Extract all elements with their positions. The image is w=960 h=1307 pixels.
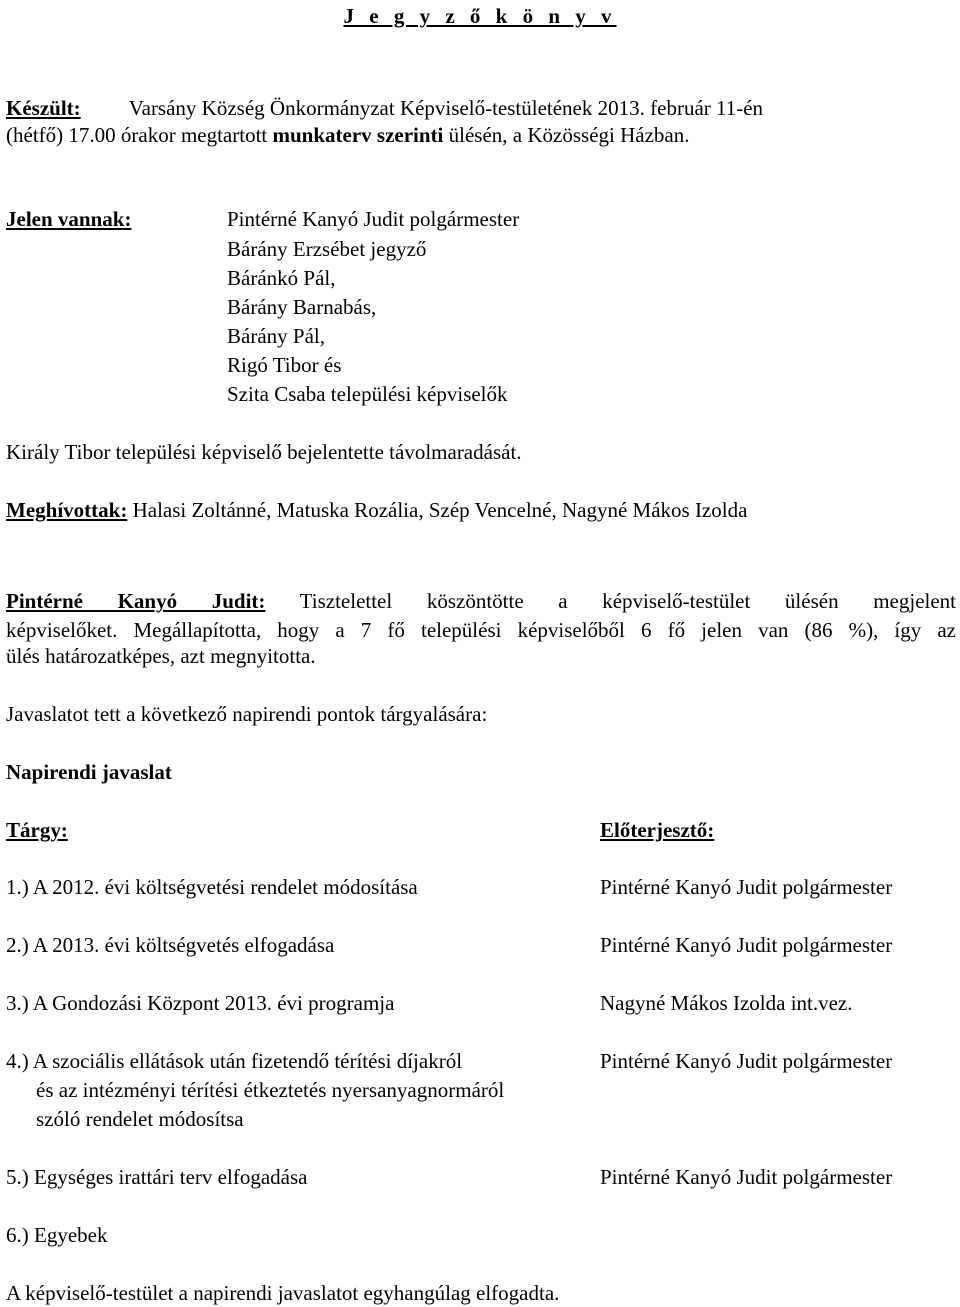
agenda-item-presenter: Pintérné Kanyó Judit polgármester (600, 933, 893, 957)
agenda-item-subject: 4.) A szociális ellátások után fizetendő térítési díjakról (6, 1049, 463, 1073)
attendees-label: Jelen vannak: (6, 207, 132, 231)
agenda-item-presenter: Pintérné Kanyó Judit polgármester (600, 1049, 893, 1073)
presenter-column-header: Előterjesztő: (600, 818, 715, 842)
intro-text-2-suffix: ülésén, a Közösségi Házban. (448, 123, 690, 147)
agenda-item-subject: 3.) A Gondozási Központ 2013. évi programja (6, 991, 395, 1015)
agenda-item-subject: 5.) Egységes irattári terv elfogadása (6, 1165, 308, 1189)
agenda-item-presenter: Pintérné Kanyó Judit polgármester (600, 1165, 893, 1189)
intro-line-1 (6, 94, 956, 123)
attendee-name: Bárány Erzsébet jegyző (227, 237, 427, 261)
invited-line (6, 500, 747, 521)
attendee-name: Szita Csaba települési képviselők (227, 382, 508, 406)
attendee-name: Rigó Tibor és (227, 353, 342, 377)
opening-speaker: Pintérné Kanyó Judit: (6, 589, 266, 613)
agenda-item-subject: 6.) Egyebek (6, 1223, 108, 1247)
opening-text-1: Tisztelettel köszöntötte a képviselő-testület ülésén megjelent (299, 589, 956, 613)
intro-line-2 (6, 125, 690, 146)
agenda-item-subject: 1.) A 2012. évi költségvetési rendelet módosítása (6, 875, 418, 899)
agenda-item-presenter: Nagyné Mákos Izolda int.vez. (600, 991, 853, 1015)
agenda-heading: Napirendi javaslat (6, 760, 172, 784)
agenda-item-subject-continuation: és az intézményi térítési étkeztetés nyersanyagnormáról (36, 1078, 505, 1102)
agenda-item-presenter: Pintérné Kanyó Judit polgármester (600, 875, 893, 899)
intro-label: Készült: (6, 96, 81, 120)
attendee-name: Bárány Barnabás, (227, 295, 377, 319)
intro-text-2-bold: munkaterv szerinti (272, 123, 444, 147)
opening-line-2: képviselőket. Megállapította, hogy a 7 fő települési képviselőből 6 fő jelen van (86 %), így az (6, 618, 956, 642)
absence-note: Király Tibor települési képviselő bejelentette távolmaradását. (6, 440, 522, 464)
invited-label: Meghívottak: (6, 498, 128, 522)
opening-line-3: ülés határozatképes, azt megnyitotta. (6, 644, 316, 668)
document-title: J e g y z ő k ö n y v (343, 4, 617, 28)
agenda-item-subject: 2.) A 2013. évi költségvetés elfogadása (6, 933, 335, 957)
agenda-item-subject-continuation: szóló rendelet módosítsa (36, 1107, 244, 1131)
attendee-name: Báránkó Pál, (227, 266, 336, 290)
subject-column-header: Tárgy: (6, 818, 68, 842)
intro-text-2-prefix: (hétfő) 17.00 órakor megtartott (6, 123, 268, 147)
opening-line-1 (6, 587, 956, 616)
intro-text-1: Varsány Község Önkormányzat Képviselő-testületének 2013. február 11-én (128, 96, 764, 120)
attendee-name: Pintérné Kanyó Judit polgármester (227, 207, 520, 231)
proposal-intro: Javaslatot tett a következő napirendi pontok tárgyalására: (6, 702, 488, 726)
conclusion: A képviselő-testület a napirendi javaslatot egyhangúlag elfogadta. (6, 1281, 560, 1305)
invited-text: Halasi Zoltánné, Matuska Rozália, Szép Vencelné, Nagyné Mákos Izolda (132, 498, 748, 522)
attendee-name: Bárány Pál, (227, 324, 325, 348)
